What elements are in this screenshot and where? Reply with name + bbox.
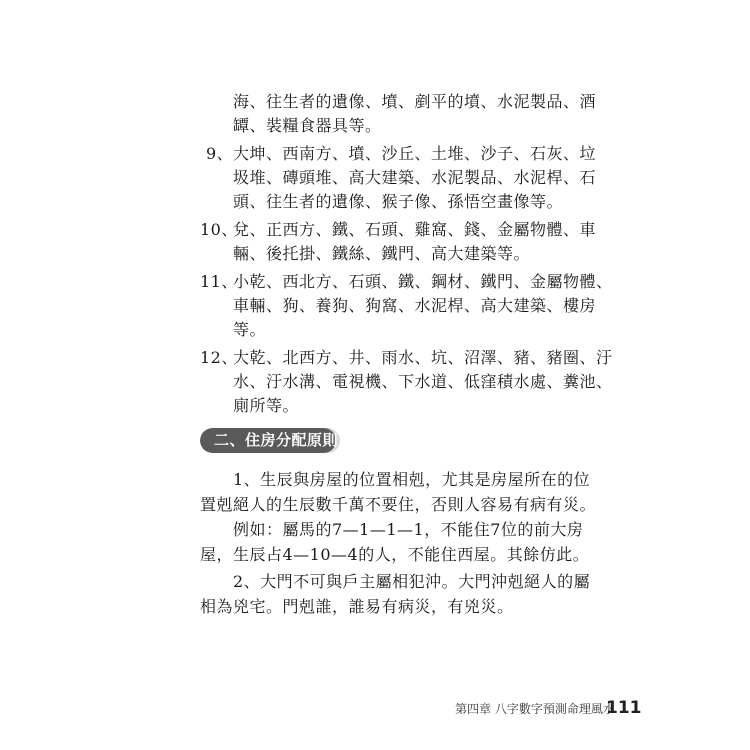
list-item-9-line-1: 大坤、西南方、墳、沙丘、土堆、沙子、石灰、垃 [233,144,597,163]
paragraph-2-line-2: 屋，生辰占4—10—4的人，不能住西屋。其餘仿此。 [200,545,590,564]
list-item-10-number: 10、 [200,220,238,239]
list-item-11-line-1: 小乾、西北方、石頭、鐵、鋼材、鐵門、金屬物體、 [233,272,613,291]
paragraph-1-line-2: 置剋絕人的生辰數千萬不要住，否則人容易有病有災。 [200,495,597,514]
list-item-10-line-2: 輛、後托掛、鐵絲、鐵門、高大建築等。 [233,244,531,263]
list-item-9-number: 9、 [206,144,234,163]
list-item-12-line-3: 廁所等。 [233,396,300,415]
list-item-9-line-2: 圾堆、磚頭堆、高大建築、水泥製品、水泥桿、石 [233,168,597,187]
footer-chapter-title: 第四章 八字數字預測命理風水 [455,702,615,716]
paragraph-1-line-1: 1、生辰與房屋的位置相剋，尤其是房屋所在的位 [233,470,591,489]
list-item-12-line-2: 水、汙水溝、電視機、下水道、低窪積水處、糞池、 [233,372,613,391]
list-item-12-line-1: 大乾、北西方、井、雨水、坑、沼澤、豬、豬圈、汙 [233,348,613,367]
list-item-8-cont-line-2: 罈、裝糧食器具等。 [233,116,382,135]
paragraph-3-line-1: 2、大門不可與戶主屬相犯沖。大門沖剋絕人的屬 [233,572,591,591]
section-heading-text: 二、住房分配原則 [214,431,339,449]
list-item-8-cont-line-1: 海、往生者的遺像、墳、剷平的墳、水泥製品、酒 [233,92,597,111]
list-item-10-line-1: 兌、正西方、鐵、石頭、雞窩、錢、金屬物體、車 [233,220,597,239]
list-item-9-line-3: 頭、往生者的遺像、猴子像、孫悟空畫像等。 [233,192,564,211]
list-item-11-line-2: 車輛、狗、養狗、狗窩、水泥桿、高大建築、樓房 [233,296,597,315]
section-heading [200,428,340,453]
page-number: 111 [606,698,642,718]
paragraph-3-line-2: 相為兇宅。門剋誰，誰易有病災，有兇災。 [200,597,514,616]
paragraph-2-line-1: 例如：屬馬的7—1—1—1，不能住7位的前大房 [233,520,584,539]
list-item-11-line-3: 等。 [233,320,267,339]
list-item-12-number: 12、 [200,348,238,367]
list-item-11-number: 11、 [200,272,238,291]
